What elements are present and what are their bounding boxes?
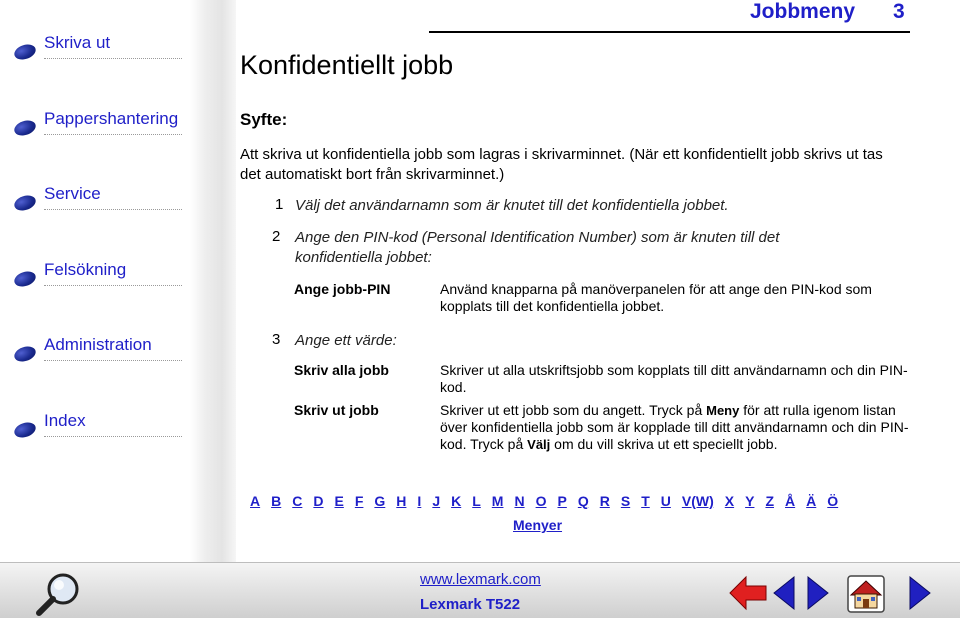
sidebar-item-label[interactable]: Index [44, 411, 86, 430]
option-name: Skriv alla jobb [294, 362, 389, 378]
bullet-icon [12, 420, 37, 440]
description-text: Skriver ut ett jobb som du angett. Tryck på [440, 402, 707, 418]
index-letter-link[interactable]: H [396, 493, 407, 509]
index-letter-link[interactable]: L [472, 493, 481, 509]
sidebar-item-index[interactable] [14, 406, 184, 446]
index-letter-link[interactable]: A [250, 493, 261, 509]
keyword-valj: Välj [527, 437, 551, 452]
index-letter-link[interactable]: X [724, 493, 735, 509]
header-title: Jobbmeny [750, 0, 856, 23]
bullet-icon [12, 269, 37, 289]
magnifier-icon[interactable] [33, 571, 83, 617]
option-description: Använd knapparna på manöverpanelen för att ange den PIN-kod som kopplats till det konfidentiella jobbet. [440, 281, 872, 314]
step-text: Välj det användarnamn som är knutet till det konfidentiella jobbet. [295, 197, 729, 214]
index-letter-link[interactable]: F [354, 493, 364, 509]
index-letter-link[interactable]: M [491, 493, 504, 509]
alphabet-index [250, 493, 900, 513]
description-text: om du vill skriva ut ett speciellt jobb. [550, 436, 778, 452]
option-description [440, 402, 910, 453]
index-letter-link[interactable]: Q [577, 493, 589, 509]
sidebar-item-label[interactable]: Service [44, 184, 101, 203]
bullet-icon [12, 118, 37, 138]
header-divider [429, 31, 910, 33]
index-letter-link[interactable]: Å [785, 493, 796, 509]
sidebar-item-label[interactable]: Pappershantering [44, 109, 179, 128]
step-number: 3 [272, 331, 281, 348]
index-letter-link[interactable]: O [535, 493, 547, 509]
index-letter-link[interactable]: N [514, 493, 525, 509]
sidebar-item-felsokning[interactable] [14, 255, 184, 295]
bullet-icon [12, 42, 37, 62]
divider [44, 134, 182, 135]
divider [44, 360, 182, 361]
divider [44, 209, 182, 210]
index-letter-link[interactable]: Z [765, 493, 775, 509]
previous-page-icon[interactable] [772, 575, 796, 611]
bullet-icon [12, 193, 37, 213]
index-letter-link[interactable]: S [620, 493, 631, 509]
divider [44, 285, 182, 286]
step-text: Ange den PIN-kod (Personal Identification Number) som är knuten till det konfidentiella jobbet: [295, 229, 780, 266]
step-text: Ange ett värde: [295, 332, 397, 349]
index-letter-link[interactable]: Ä [806, 493, 817, 509]
printer-model: Lexmark T522 [420, 596, 521, 613]
index-letter-link[interactable]: J [432, 493, 441, 509]
option-name: Skriv ut jobb [294, 402, 379, 418]
bullet-icon [12, 344, 37, 364]
page-number: 3 [893, 0, 905, 23]
index-letter-link[interactable]: B [271, 493, 282, 509]
sidebar-item-label[interactable]: Skriva ut [44, 33, 111, 52]
sidebar-item-label[interactable]: Administration [44, 335, 152, 354]
sidebar-item-skriva-ut[interactable] [14, 28, 184, 68]
sidebar-item-administration[interactable] [14, 330, 184, 370]
step-number: 1 [275, 196, 284, 213]
keyword-meny: Meny [706, 403, 740, 418]
divider [44, 436, 182, 437]
index-letter-link[interactable]: V(W) [681, 493, 714, 509]
forward-arrow-icon[interactable] [906, 575, 932, 611]
sidebar [0, 0, 236, 562]
index-letter-link[interactable]: E [334, 493, 344, 509]
index-letter-link[interactable]: P [557, 493, 567, 509]
index-letter-link[interactable]: K [451, 493, 462, 509]
home-icon[interactable] [845, 573, 887, 615]
option-name: Ange jobb-PIN [294, 281, 391, 297]
index-letter-link[interactable]: D [313, 493, 324, 509]
purpose-text: Att skriva ut konfidentiella jobb som lagras i skrivarminnet. (När ett konfidentiellt jobb skrivs ut tas det automatiskt bort från skrivarminnet.) [240, 146, 883, 183]
index-letter-link[interactable]: G [374, 493, 386, 509]
website-link[interactable]: www.lexmark.com [420, 571, 541, 588]
index-letter-link[interactable]: C [292, 493, 303, 509]
footer [0, 562, 960, 618]
step-number: 2 [272, 228, 281, 245]
index-letter-link[interactable]: Y [745, 493, 755, 509]
sidebar-item-pappershantering[interactable] [14, 104, 184, 144]
index-letter-link[interactable]: Ö [827, 493, 839, 509]
index-letter-link[interactable]: R [599, 493, 610, 509]
purpose-heading: Syfte: [240, 110, 288, 129]
page-title: Konfidentiellt jobb [240, 50, 454, 80]
divider [44, 58, 182, 59]
description-text: för att rulla igenom listan över konfidentiella jobb som är kopplade till ditt användarnamn och din PIN-kod. Tryck på [440, 402, 909, 452]
option-description: Skriver ut alla utskriftsjobb som kopplats till ditt användarnamn och din PIN-kod. [440, 362, 908, 395]
next-page-icon[interactable] [806, 575, 830, 611]
back-arrow-icon[interactable] [728, 575, 768, 611]
index-letter-link[interactable]: T [641, 493, 650, 509]
sidebar-item-service[interactable] [14, 179, 184, 219]
index-letter-link[interactable]: I [417, 493, 422, 509]
index-letter-link[interactable]: U [660, 493, 671, 509]
menus-link[interactable]: Menyer [513, 517, 563, 533]
sidebar-item-label[interactable]: Felsökning [44, 260, 127, 279]
